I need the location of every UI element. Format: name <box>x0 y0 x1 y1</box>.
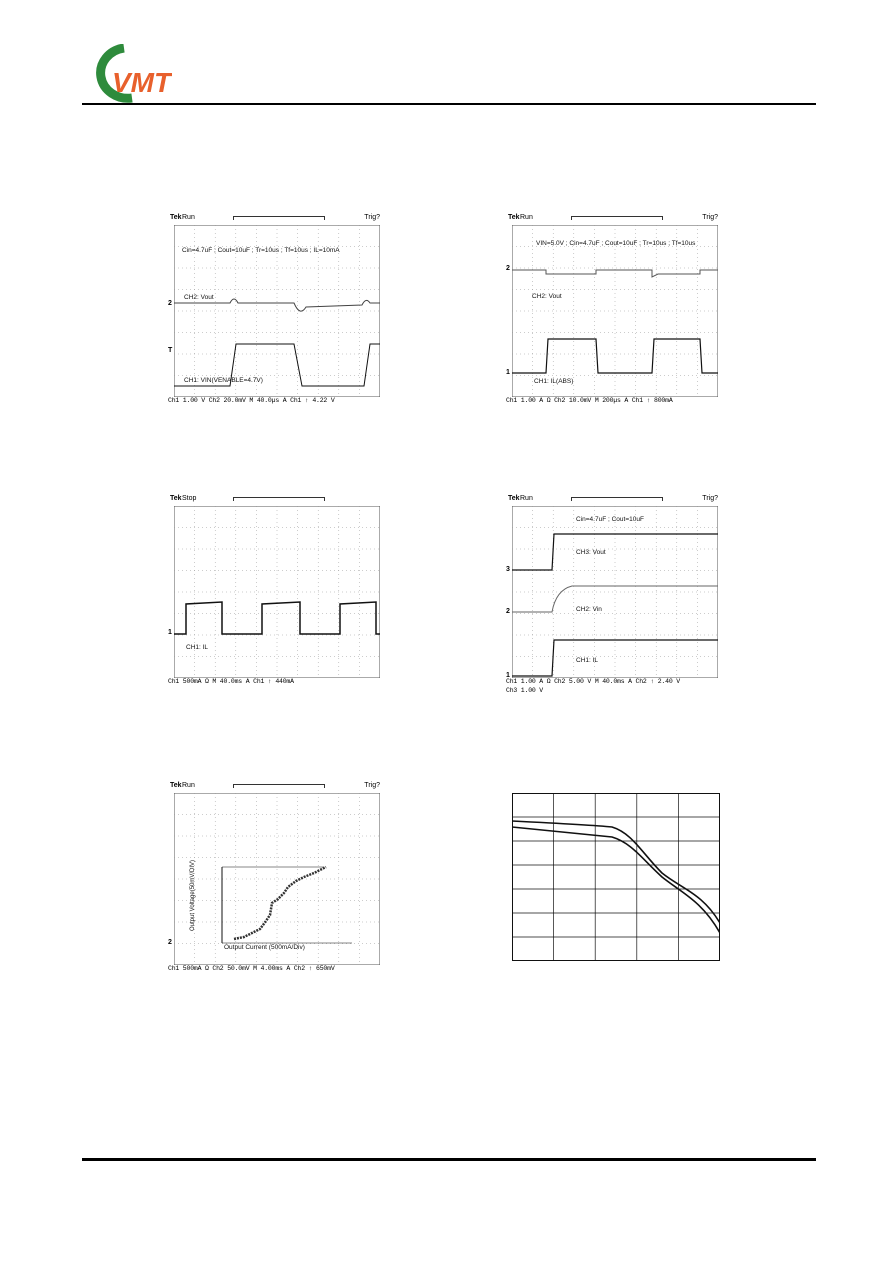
scope-state: Run <box>520 495 533 502</box>
scope-state: Run <box>520 214 533 221</box>
logo-text: VMT <box>112 67 172 98</box>
company-logo <box>80 44 172 104</box>
trace-il <box>512 339 718 373</box>
trace-vout <box>512 534 718 570</box>
ch3-label: CH3: Vout <box>576 549 606 556</box>
scope-graticule <box>512 225 718 397</box>
ch2-marker: 2 <box>168 300 172 307</box>
scope-state: Stop <box>182 495 197 502</box>
scope-footer: Ch1 1.00 A Ω Ch2 5.00 V M 40.0ms A Ch2 ↑ 2.40 V <box>506 678 680 685</box>
ch1-marker: 1 <box>506 672 510 679</box>
scope-graticule <box>174 793 380 965</box>
ch2-marker: 2 <box>168 939 172 946</box>
scope-trigger-status: Trig? <box>702 214 718 221</box>
ch3-marker: 3 <box>506 566 510 573</box>
ch1-label: CH1: IL <box>186 644 209 651</box>
scope-brand: Tek <box>170 214 182 221</box>
inset-axes <box>222 867 352 943</box>
scope-annotation: Cin=4.7uF ; Cout=10uF ; Tr=10us ; Tf=10us ; IL=10mA <box>182 247 340 254</box>
scope-footer: Ch1 500mA Ω M 40.0ms A Ch1 ↑ 440mA <box>168 678 294 685</box>
scope-annotation: Cin=4.7uF ; Cout=10uF <box>576 516 644 523</box>
ch1-label: CH1: IL <box>576 657 599 664</box>
scope-brand: Tek <box>170 782 182 789</box>
ch2-label: CH2: Vout <box>532 293 562 300</box>
scope-state: Run <box>182 782 195 789</box>
record-bar <box>571 497 663 501</box>
ch2-marker: 2 <box>506 608 510 615</box>
ch2-label: CH2: Vout <box>184 294 214 301</box>
scope-graticule <box>174 506 380 678</box>
record-bar <box>233 784 325 788</box>
scope-brand: Tek <box>170 495 182 502</box>
record-bar <box>571 216 663 220</box>
curve-1 <box>512 821 720 923</box>
record-bar <box>233 216 325 220</box>
inset-y-label: Output Voltage(50mV/DIV) <box>190 859 196 931</box>
scope-annotation: VIN=5.0V ; Cin=4.7uF ; Cout=10uF ; Tr=10us ; Tf=10us <box>536 240 696 247</box>
record-bar <box>233 497 325 501</box>
scope-capture-3 <box>168 494 386 690</box>
ch1-label: CH1: VIN(VENABLE=4.7V) <box>184 377 263 384</box>
characteristic-graph <box>512 793 720 961</box>
ch2-label: CH2: Vin <box>576 606 602 613</box>
scope-footer: Ch1 500mA Ω Ch2 50.0mV M 4.00ms A Ch2 ↑ 650mV <box>168 965 335 972</box>
scope-brand: Tek <box>508 495 520 502</box>
inset-x-label: Output Current (500mA/Div) <box>224 944 305 951</box>
scope-brand: Tek <box>508 214 520 221</box>
scope-graticule <box>512 506 718 678</box>
curve-2 <box>512 827 720 933</box>
scope-trigger-status: Trig? <box>364 782 380 789</box>
scope-state: Run <box>182 214 195 221</box>
scope-footer-2: Ch3 1.00 V <box>506 687 544 694</box>
header-rule <box>82 103 816 105</box>
footer-rule <box>82 1158 816 1161</box>
scope-footer: Ch1 1.00 V Ch2 20.0mV M 40.0µs A Ch1 ↑ 4.22 V <box>168 397 335 404</box>
ch1-label: CH1: IL(ABS) <box>534 378 574 385</box>
ch2-marker: 2 <box>506 265 510 272</box>
scope-capture-1 <box>168 213 386 409</box>
ch1-marker: 1 <box>506 369 510 376</box>
scope-trigger-status: Trig? <box>364 214 380 221</box>
scope-footer: Ch1 1.00 A Ω Ch2 10.0mV M 200µs A Ch1 ↑ 800mA <box>506 397 673 404</box>
trace-load-regulation <box>234 867 326 939</box>
scope-trigger-status: Trig? <box>702 495 718 502</box>
scope-capture-5 <box>168 781 386 977</box>
trigger-marker: T <box>168 347 173 354</box>
scope-capture-2 <box>506 213 724 409</box>
ch1-marker: 1 <box>168 629 172 636</box>
scope-capture-4 <box>506 494 724 694</box>
